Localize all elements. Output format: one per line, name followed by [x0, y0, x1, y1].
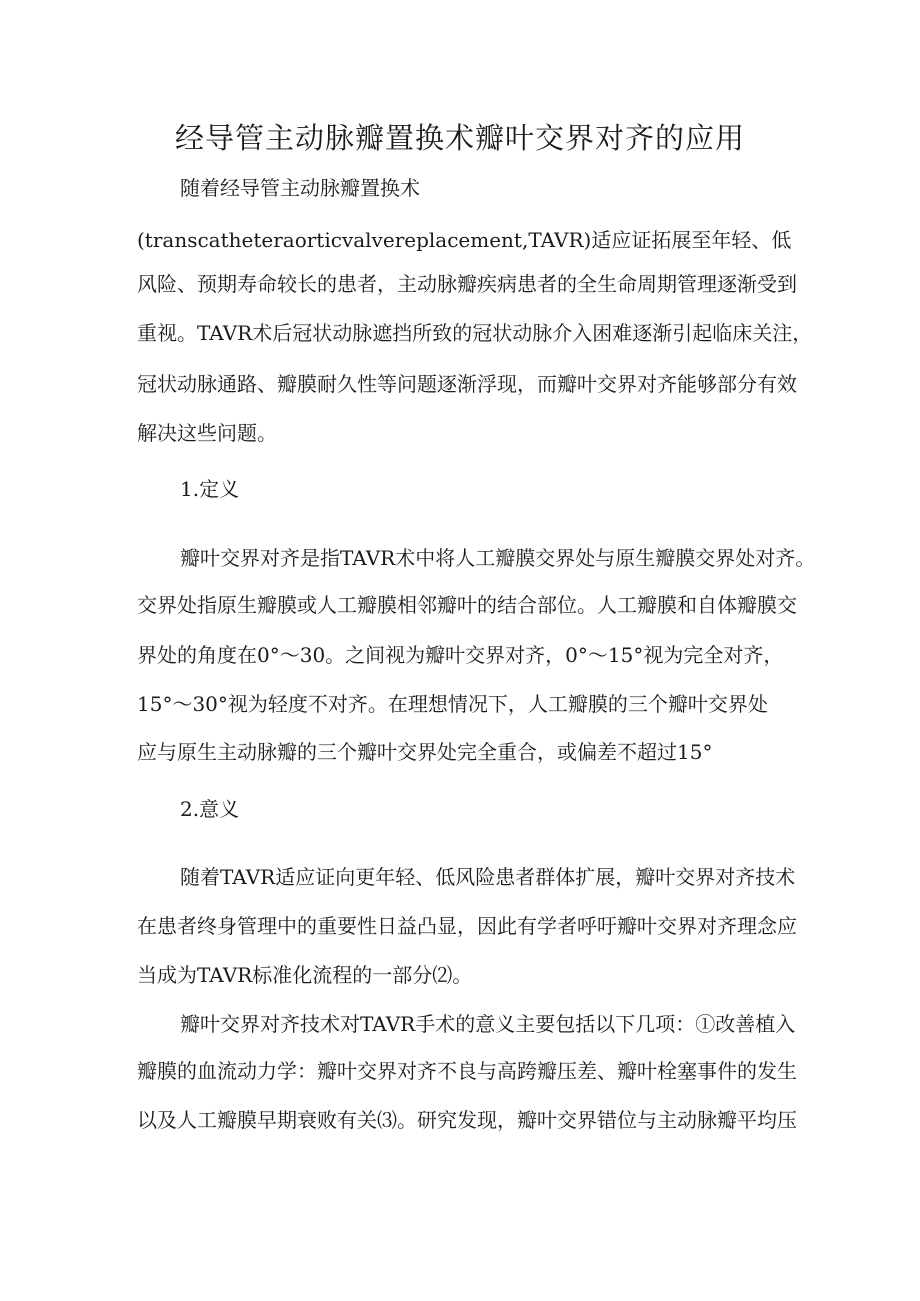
- intro-line: (transcatheteraorticvalvereplacement,TAVR)适应证拓展至年轻、低: [137, 228, 792, 252]
- section-heading-definition: 1.定义: [180, 477, 240, 501]
- section-heading-significance: 2.意义: [180, 797, 240, 821]
- section1-line: 应与原生主动脉瓣的三个瓣叶交界处完全重合，或偏差不超过15°: [137, 740, 713, 764]
- section1-line: 交界处指原生瓣膜或人工瓣膜相邻瓣叶的结合部位。人工瓣膜和自体瓣膜交: [137, 593, 797, 617]
- section1-line: 瓣叶交界对齐是指TAVR术中将人工瓣膜交界处与原生瓣膜交界处对齐。: [180, 546, 816, 570]
- section2-para2-line: 以及人工瓣膜早期衰败有关⑶。研究发现，瓣叶交界错位与主动脉瓣平均压: [137, 1108, 797, 1132]
- document-title: 经导管主动脉瓣置换术瓣叶交界对齐的应用: [174, 121, 745, 155]
- section1-line: 15°～30°视为轻度不对齐。在理想情况下，人工瓣膜的三个瓣叶交界处: [137, 692, 768, 716]
- section1-line: 界处的角度在0°～30。之间视为瓣叶交界对齐，0°～15°视为完全对齐，: [137, 643, 784, 667]
- intro-line: 重视。TAVR术后冠状动脉遮挡所致的冠状动脉介入困难逐渐引起临床关注，: [137, 321, 813, 345]
- section2-para1-line: 随着TAVR适应证向更年轻、低风险患者群体扩展，瓣叶交界对齐技术: [180, 865, 796, 889]
- intro-line: 解决这些问题。: [137, 421, 277, 445]
- intro-line: 随着经导管主动脉瓣置换术: [180, 176, 420, 200]
- section2-para2-line: 瓣膜的血流动力学：瓣叶交界对齐不良与高跨瓣压差、瓣叶栓塞事件的发生: [137, 1059, 797, 1083]
- section2-para2-line: 瓣叶交界对齐技术对TAVR手术的意义主要包括以下几项：①改善植入: [180, 1012, 796, 1036]
- intro-line: 风险、预期寿命较长的患者，主动脉瓣疾病患者的全生命周期管理逐渐受到: [137, 272, 797, 296]
- section2-para1-line: 当成为TAVR标准化流程的一部分⑵。: [137, 963, 473, 987]
- section2-para1-line: 在患者终身管理中的重要性日益凸显，因此有学者呼吁瓣叶交界对齐理念应: [137, 914, 797, 938]
- intro-line: 冠状动脉通路、瓣膜耐久性等问题逐渐浮现，而瓣叶交界对齐能够部分有效: [137, 372, 797, 396]
